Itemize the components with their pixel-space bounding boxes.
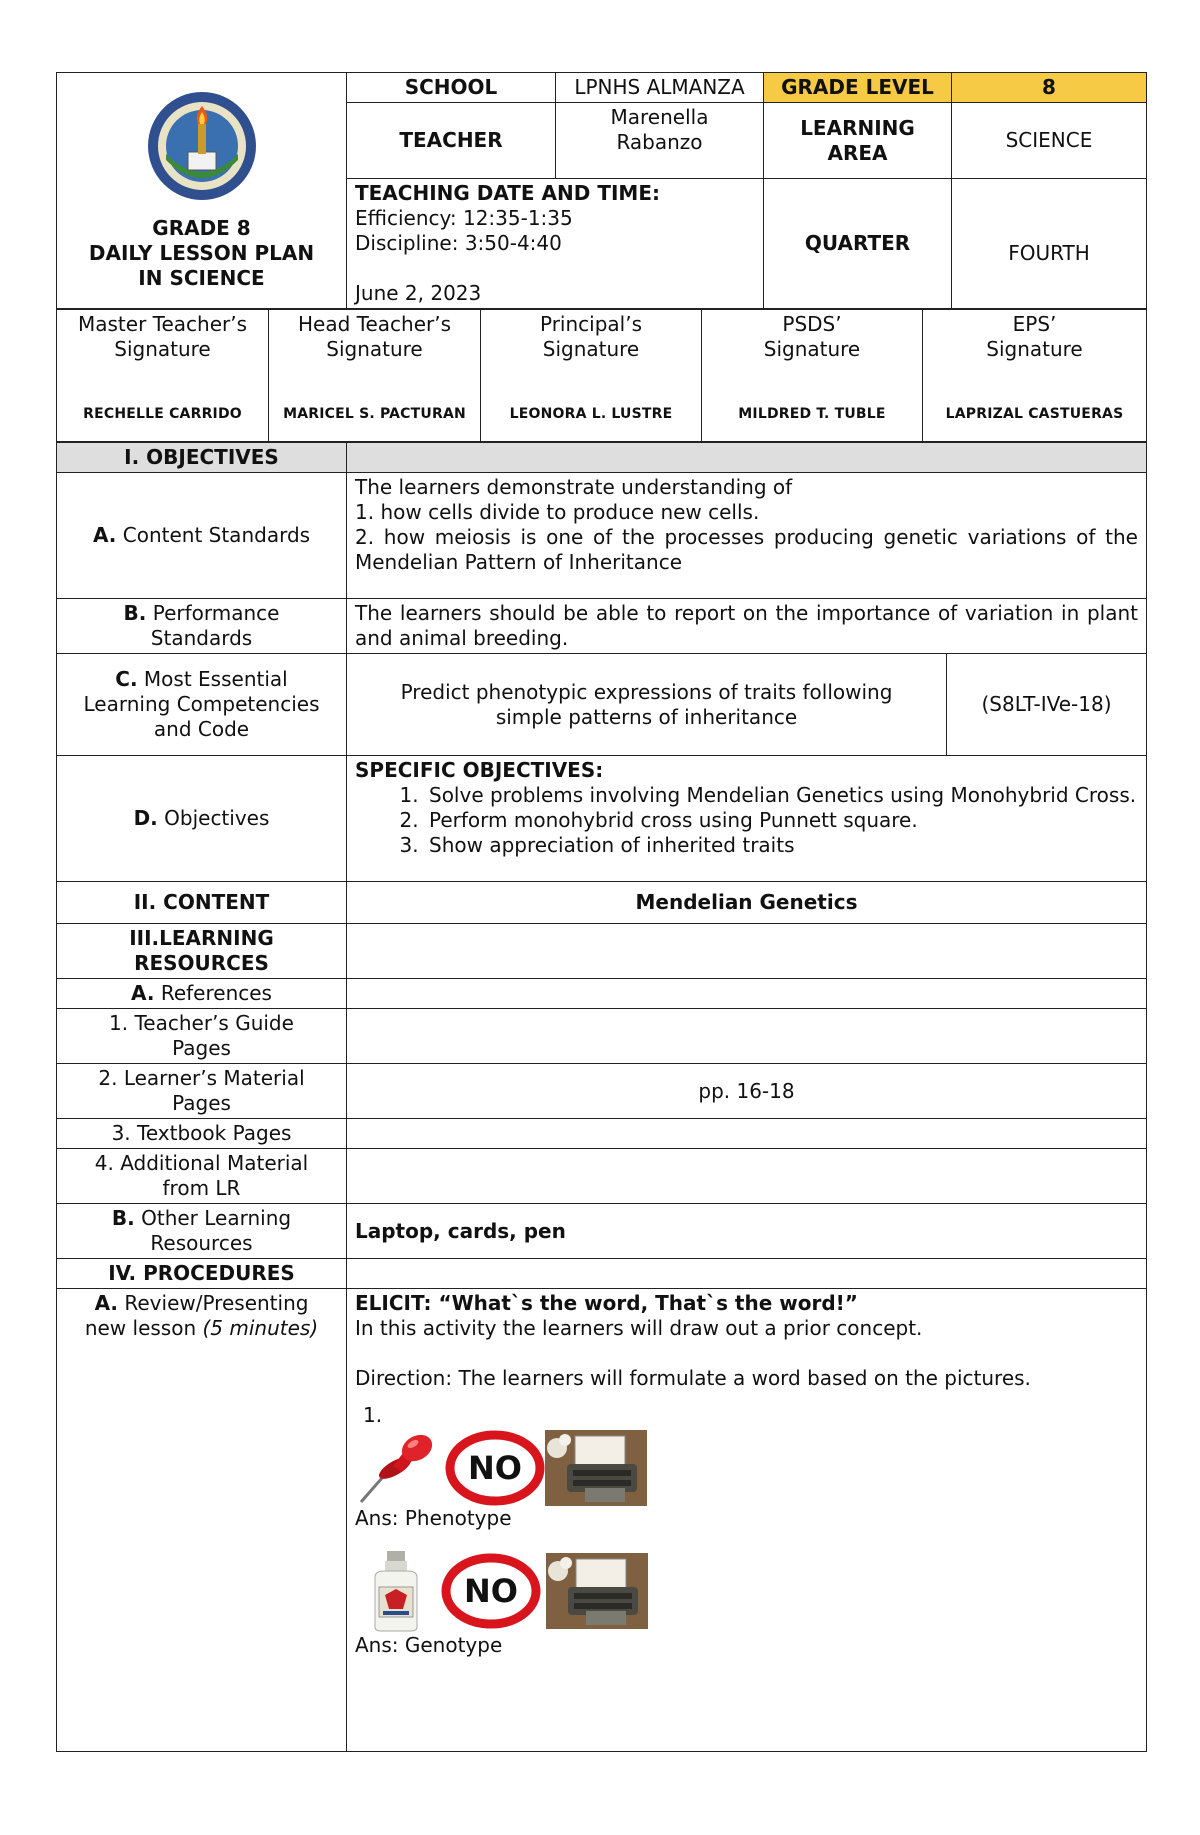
gin-bottle-icon: [355, 1549, 437, 1633]
lesson-plan-page: [56, 72, 1146, 1752]
signature-name: MILDRED T. TUBLE: [738, 406, 886, 422]
learning-area-label-2: AREA: [827, 140, 888, 165]
signature-name: RECHELLE CARRIDO: [83, 406, 242, 422]
puzzle-2-images: [355, 1549, 1138, 1633]
learners-material-value: pp. 16-18: [347, 1064, 1147, 1119]
objectives-heading: I. OBJECTIVES: [57, 443, 347, 473]
other-resources-label: [57, 1204, 347, 1259]
teachers-guide-label: [57, 1009, 347, 1064]
elicit-direction: Direction: The learners will formulate a word based on the pictures.: [355, 1366, 1031, 1390]
lesson-table: [56, 442, 1147, 1752]
additional-material-label: [57, 1149, 347, 1204]
signature-name: MARICEL S. PACTURAN: [283, 406, 466, 422]
school-seal-logo: [144, 90, 260, 202]
specific-objective: 2. Perform monohybrid cross using Punnett square.: [425, 808, 1138, 833]
teachers-guide-text-1: 1. Teacher’s Guide: [109, 1011, 294, 1035]
competency-code: (S8LT-IVe-18): [947, 654, 1147, 756]
content-standards-intro: The learners demonstrate understanding of: [355, 475, 793, 499]
additional-material-text-2: from LR: [162, 1176, 241, 1200]
objectives-value: [347, 756, 1147, 882]
review-letter: A.: [94, 1291, 119, 1315]
competencies-letter: C.: [115, 667, 138, 691]
procedures-heading-fill: [347, 1259, 1147, 1289]
signature-name: LEONORA L. LUSTRE: [509, 406, 673, 422]
learning-area-value: SCIENCE: [952, 103, 1147, 179]
references-text: References: [160, 981, 272, 1005]
signature-title-2: Signature: [542, 337, 640, 361]
performance-standards-text-2: Standards: [150, 626, 253, 650]
teacher-label: TEACHER: [347, 103, 556, 179]
content-standards-label: [57, 473, 347, 599]
teaching-date-cell: [347, 179, 764, 309]
specific-objective: 3. Show appreciation of inherited traits: [425, 833, 1138, 858]
signature-title-2: Signature: [763, 337, 861, 361]
review-text-1: Review/Presenting: [124, 1291, 309, 1315]
signature-title-2: Signature: [114, 337, 211, 361]
title-cell: [57, 73, 347, 309]
teacher-first: Marenella: [610, 105, 709, 129]
signature-title-1: Master Teacher’s: [77, 312, 247, 336]
teachers-guide-text-2: Pages: [172, 1036, 231, 1060]
objectives-label: [57, 756, 347, 882]
specific-objectives-list: [355, 783, 1138, 858]
signature-master-teacher: [57, 310, 269, 442]
no-sign-text: NO: [464, 1572, 518, 1610]
learners-material-label: [57, 1064, 347, 1119]
signature-title-2: Signature: [986, 337, 1083, 361]
resources-heading-2: RESOURCES: [134, 951, 269, 975]
title-line-2: DAILY LESSON PLAN: [88, 241, 315, 265]
content-standards-letter: A.: [92, 523, 117, 547]
item-number: 1.: [363, 1403, 383, 1427]
signature-psds: [702, 310, 923, 442]
competencies-value-2: simple patterns of inheritance: [495, 704, 798, 729]
competencies-text-3: and Code: [153, 717, 250, 741]
signature-head-teacher: [269, 310, 481, 442]
teachers-guide-value: [347, 1009, 1147, 1064]
teacher-last: Rabanzo: [616, 130, 703, 154]
content-value: Mendelian Genetics: [347, 882, 1147, 924]
quarter-label: QUARTER: [764, 179, 952, 309]
date-time-label: TEACHING DATE AND TIME:: [355, 181, 660, 205]
references-letter: A.: [131, 981, 155, 1005]
competencies-text-2: Learning Competencies: [83, 692, 320, 716]
typewriter-image: [545, 1430, 647, 1506]
content-heading: II. CONTENT: [57, 882, 347, 924]
answer-1: Ans: Phenotype: [355, 1506, 512, 1530]
no-sign-icon: [445, 1430, 545, 1506]
objectives-text: Objectives: [164, 806, 270, 830]
other-resources-text-1: Other Learning: [141, 1206, 292, 1230]
learning-area-label: [764, 103, 952, 179]
resources-heading-1: III.LEARNING: [129, 926, 274, 950]
content-standards-text: Content Standards: [122, 523, 311, 547]
signature-title-2: Signature: [326, 337, 423, 361]
learning-area-label-1: LEARNING: [800, 115, 915, 140]
teaching-date: June 2, 2023: [355, 281, 482, 305]
quarter-value: FOURTH: [952, 179, 1147, 309]
learners-material-text-2: Pages: [172, 1091, 231, 1115]
competencies-label: [57, 654, 347, 756]
textbook-pages-value: [347, 1119, 1147, 1149]
elicit-intro: In this activity the learners will draw out a prior concept.: [355, 1316, 923, 1340]
title-line-1: GRADE 8: [152, 216, 251, 240]
performance-standards-text-1: Performance: [152, 601, 280, 625]
signature-table: [56, 309, 1147, 442]
competencies-text-1: Most Essential: [143, 667, 288, 691]
performance-standards-label: [57, 599, 347, 654]
signature-title-1: Principal’s: [539, 312, 642, 336]
other-resources-letter: B.: [111, 1206, 135, 1230]
signature-title-1: PSDS’: [782, 312, 842, 336]
signature-title-1: EPS’: [1012, 312, 1057, 336]
review-label: [57, 1289, 347, 1752]
other-resources-value: Laptop, cards, pen: [347, 1204, 1147, 1259]
additional-material-value: [347, 1149, 1147, 1204]
objectives-letter: D.: [133, 806, 158, 830]
signature-principal: [481, 310, 702, 442]
procedures-heading: IV. PROCEDURES: [57, 1259, 347, 1289]
other-resources-text-2: Resources: [150, 1231, 253, 1255]
performance-standards-value: The learners should be able to report on the importance of variation in plant and animal breeding.: [347, 599, 1147, 654]
grade-level-label: GRADE LEVEL: [764, 73, 952, 103]
typewriter-image: [541, 1553, 653, 1629]
specific-objectives-heading: SPECIFIC OBJECTIVES:: [355, 758, 604, 782]
objectives-heading-fill: [347, 443, 1147, 473]
references-value: [347, 979, 1147, 1009]
section-2: Discipline: 3:50-4:40: [355, 231, 562, 255]
signature-title-1: Head Teacher’s: [297, 312, 451, 336]
review-text-2: new lesson: [84, 1316, 197, 1340]
specific-objective: 1. Solve problems involving Mendelian Genetics using Monohybrid Cross.: [425, 783, 1138, 808]
content-standards-item-1: 1. how cells divide to produce new cells.: [355, 500, 760, 524]
teacher-value: [556, 103, 764, 179]
textbook-pages-label: 3. Textbook Pages: [57, 1119, 347, 1149]
school-label: SCHOOL: [347, 73, 556, 103]
school-value: LPNHS ALMANZA: [556, 73, 764, 103]
content-standards-value: [347, 473, 1147, 599]
content-standards-item-2: 2. how meiosis is one of the processes producing genetic variations of the Mendelian Pattern of Inheritance: [355, 525, 1138, 574]
performance-standards-letter: B.: [123, 601, 147, 625]
section-1: Efficiency: 12:35-1:35: [355, 206, 573, 230]
no-sign-text: NO: [468, 1449, 522, 1487]
grade-level-value: 8: [952, 73, 1147, 103]
no-sign-icon: [441, 1553, 541, 1629]
references-label: [57, 979, 347, 1009]
push-pin-icon: [355, 1430, 441, 1506]
resources-heading: [57, 924, 347, 979]
puzzle-1-images: [355, 1430, 1138, 1506]
competencies-value: [347, 654, 947, 756]
resources-heading-fill: [347, 924, 1147, 979]
header-table: [56, 72, 1147, 309]
additional-material-text-1: 4. Additional Material: [94, 1151, 309, 1175]
review-value: [347, 1289, 1147, 1752]
signature-eps: [923, 310, 1147, 442]
signature-name: LAPRIZAL CASTUERAS: [945, 406, 1124, 422]
answer-2: Ans: Genotype: [355, 1633, 503, 1657]
review-time: (5 minutes): [202, 1316, 319, 1340]
competencies-value-1: Predict phenotypic expressions of traits following: [400, 679, 893, 704]
title-line-3: IN SCIENCE: [138, 266, 265, 290]
learners-material-text-1: 2. Learner’s Material: [98, 1066, 305, 1090]
elicit-heading: ELICIT: “What`s the word, That`s the word!”: [355, 1291, 858, 1315]
